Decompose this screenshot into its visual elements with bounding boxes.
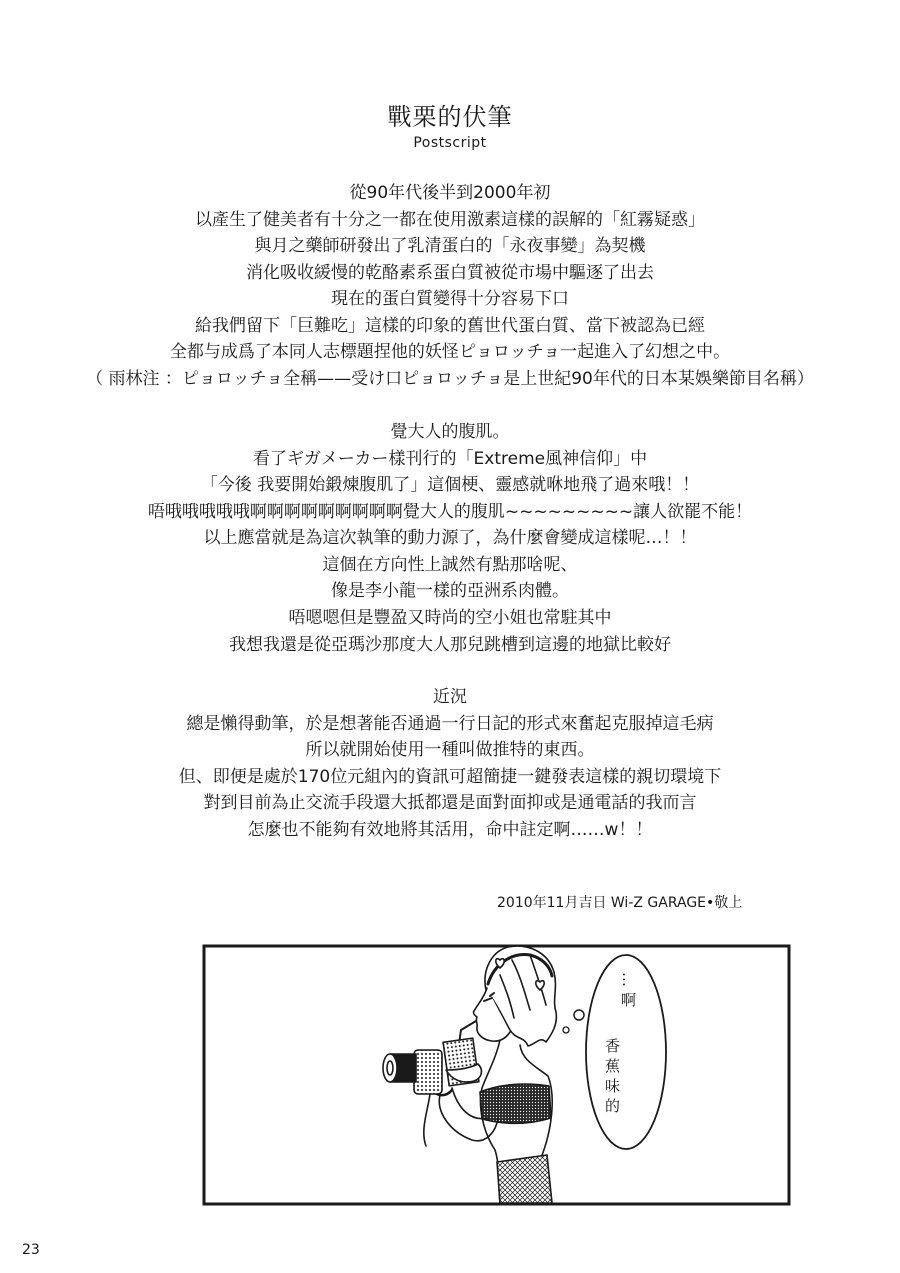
paragraph-recent [0, 684, 900, 843]
page-subtitle: Postscript [413, 135, 487, 151]
thought-dot-small [563, 1027, 569, 1033]
paragraph-heading: 近況 [433, 687, 467, 707]
translator-note: （ 雨林注 ：ピョロッチョ全稱——受け口ピョロッチョ是上世紀90年代的日本某娛樂節目名稱） [86, 368, 814, 389]
text-line: 從90年代後半到2000年初 [349, 183, 551, 203]
manga-panel-illustration [200, 940, 795, 1210]
text-line: 以上應當就是為這次執筆的動力源了，為什麼會變成這樣呢…！！ [203, 528, 697, 549]
text-line: 所以就開始使用一種叫做推特的東西。 [305, 740, 595, 761]
page-number: 23 [22, 1242, 40, 1258]
speech-bubble-text: …啊 [619, 972, 637, 1012]
paragraph-protein [0, 180, 900, 393]
text-line: 像是李小龍一樣的亞洲系肉體。 [331, 581, 569, 602]
text-line: 唔嗯嗯但是豐盈又時尚的空小姐也常駐其中 [288, 607, 612, 628]
thought-dot-large [574, 1010, 584, 1020]
text-line: 以產生了健美者有十分之一都在使用激素這樣的誤解的「紅霧疑惑」 [195, 209, 705, 230]
camera-lens-glass [387, 1061, 393, 1075]
text-line: 這個在方向性上誠然有點那啥呢、 [322, 554, 578, 575]
text-line: 「今後 我要開始鍛煉腹肌了」這個梗、靈感就咻地飛了過來哦！！ [200, 475, 700, 496]
text-line: 唔哦哦哦哦哦啊啊啊啊啊啊啊啊啊覺大人的腹肌~~~~~~~~~讓人欲罷不能！ [147, 501, 753, 522]
text-line: 全都与成爲了本同人志標題捏他的妖怪ピョロッチョ一起進入了幻想之中。 [169, 342, 731, 363]
text-line: 看了ギガメーカー樣刊行的「Extreme風神信仰」中 [252, 448, 648, 469]
text-line: 對到目前為止交流手段還大抵都還是面對面抑或是通電話的我而言 [203, 793, 697, 814]
paragraph-abs [0, 419, 900, 658]
sports-top [480, 1084, 551, 1123]
text-line: 總是懶得動筆，於是想著能否通過一行日記的形式來奮起克服掉這毛病 [186, 713, 714, 734]
camera-body [414, 1050, 442, 1094]
text-line: 給我們留下「巨難吃」這樣的印象的舊世代蛋白質、當下被認為已經 [195, 315, 705, 336]
signature: 2010年11月吉日 Wi-Z GARAGE•敬上 [497, 895, 743, 911]
text-line: 怎麼也不能夠有效地將其活用，命中註定啊……w！！ [247, 819, 653, 840]
text-line: 消化吸收緩慢的乾酪素系蛋白質被從市場中驅逐了出去 [246, 262, 654, 283]
paragraph-heading: 覺大人的腹肌。 [390, 422, 510, 442]
shorts [497, 1155, 552, 1203]
page-title: 戰栗的伏筆 [387, 103, 513, 131]
text-line: 與月之藥師研發出了乳清蛋白的「永夜事變」為契機 [254, 236, 646, 257]
text-line: 我想我還是從亞瑪沙那度大人那兒跳槽到這邊的地獄比較好 [229, 634, 671, 655]
text-line: 現在的蛋白質變得十分容易下口 [331, 289, 569, 310]
text-line: 但、即便是處於170位元組內的資訊可超簡捷一鍵發表這樣的親切環境下 [178, 766, 722, 787]
speech-bubble-text: 香蕉味的 [603, 1038, 621, 1118]
